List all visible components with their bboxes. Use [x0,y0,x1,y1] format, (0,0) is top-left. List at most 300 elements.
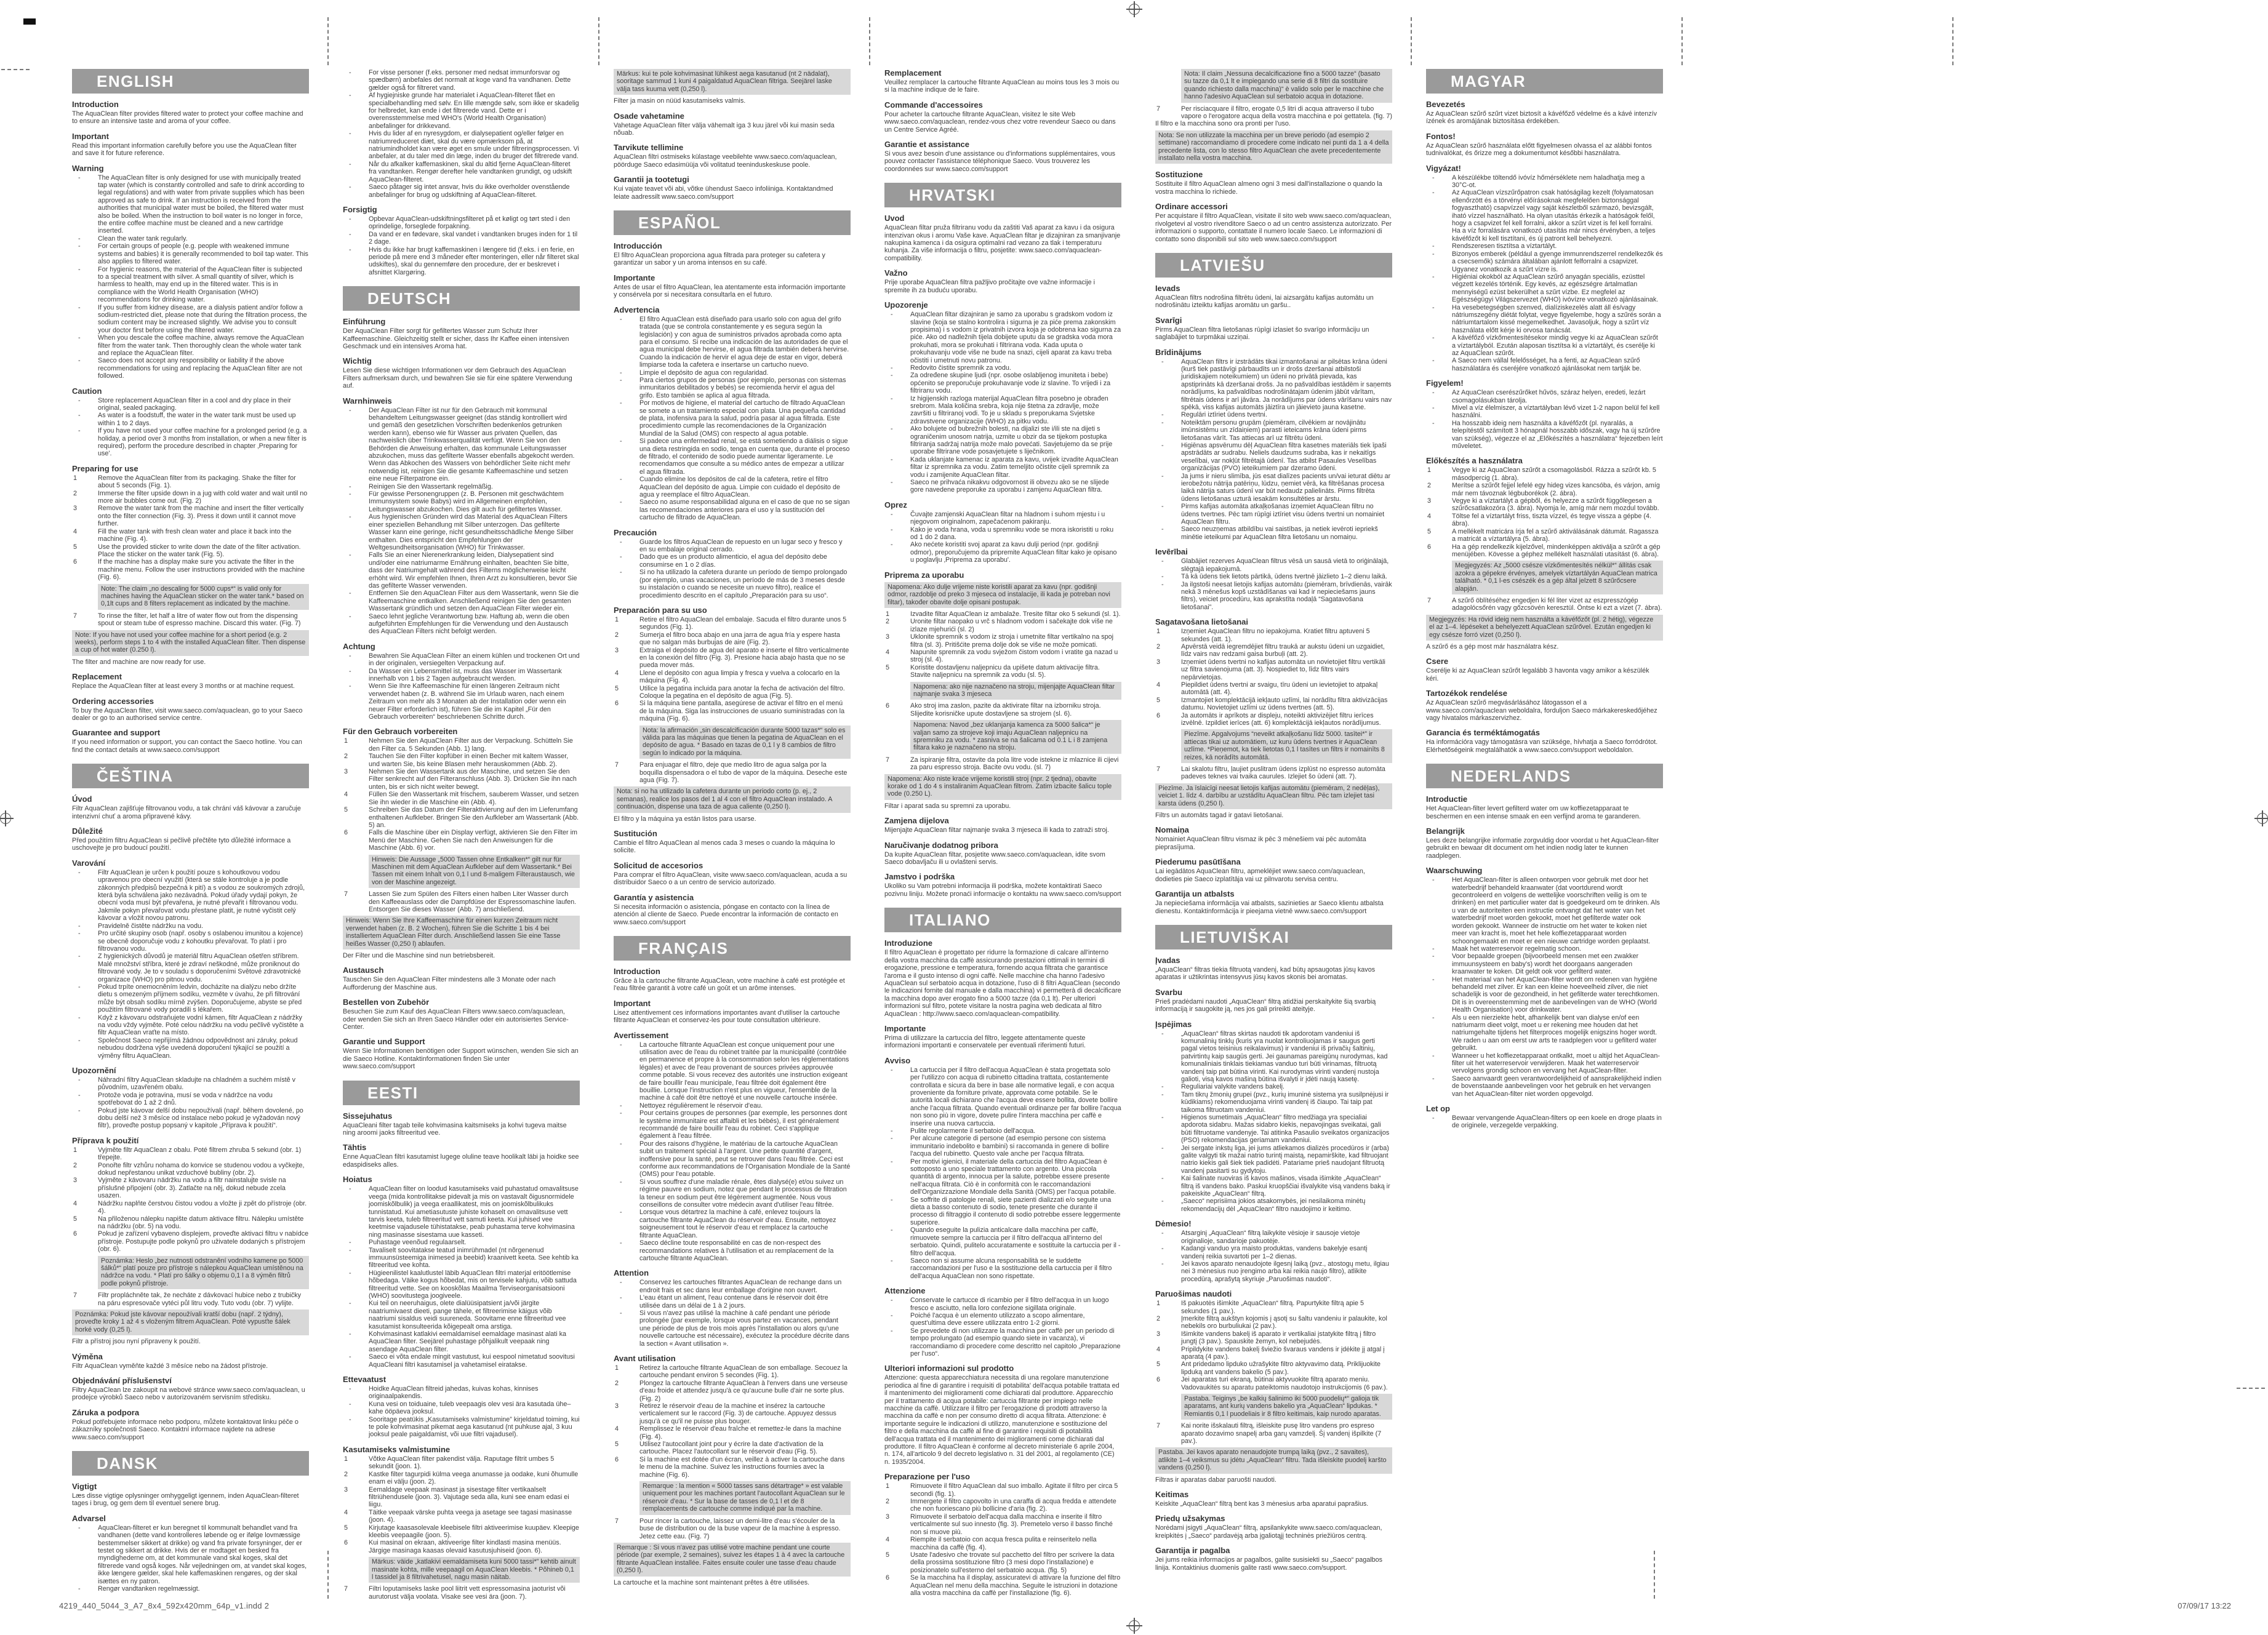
list-item: - Kuna vesi on toiduaine, tuleb veepaagis olev vesi ära kasutada ühe–kahe ööpäeva jooksul. [343,1401,580,1416]
step-item: 1 Rimuovete il filtro AquaClean dal suo imballo. Agitate il filtro per circa 5 secondi (fig. 1). [884,1482,1121,1498]
paragraph: Der AquaClean Filter sorgt für gefiltertes Wasser zum Schutz Ihrer Kaffeemaschine. Gleichzeitig stellt er sicher, dass Ihr Kaffee einen intensiven Geschmack und ein intensives Aroma hat. [343,327,569,350]
section-heading: Upozorenje [884,300,928,310]
section-heading: Introduzione [884,938,932,948]
list-item: - Náhradní filtry AquaClean skladujte na chladném a suchém místě v původním, uzavřeném obalu. [72,1076,309,1092]
section-heading: Importante [884,1023,926,1033]
section-heading: Important [72,131,109,141]
list-item: - Rengør vandtanken regelmæssigt. [72,1585,309,1593]
list-item: - Wenn Sie Ihre Kaffeemaschine für einen längeren Zeitraum nicht verwendet haben (z. B. während Sie im Urlaub waren, nach einem Zeitraum von mehr als 3 Monaten ab der Installation oder wenn ein neuer Filter erforderlich ist), führen Sie die im Kapitel „Für den Gebrauch vorbereiten“ beschriebenen Schritte durch. [343,682,580,721]
note-box: Remarque : Si vous n'avez pas utilisé votre machine pendant une courte période (par exemple, 2 semaines), suivez les étapes 1 à 4 avec la cartouche filtrante AquaClean installée. Faites ensuite couler une tasse d'eau chaude (0,250 l). [614,1543,851,1577]
paragraph: Wenn Sie Informationen benötigen oder Support wünschen, wenden Sie sich an die Saeco Hotline. Kontaktinformationen finden Sie unter www.saeco.com/support [343,1047,579,1071]
list-item: - Per motivi igienici, il materiale della cartuccia del filtro AquaClean è sottoposto a uno speciale trattamento con argento. Una piccola quantità di argento, innocua per la salute, potrebbe essere presente nell'acqua filtrata. Ciò è in conformità con le raccomandazioni dell'Organizzazione Mondiale della Sanità (OMS) per l'acqua potabile. [884,1158,1121,1196]
paragraph: Cambie el filtro AquaClean al menos cada 3 meses o cuando la máquina lo solicite. [614,839,835,855]
language-header-deutsch: DEUTSCH [343,286,580,311]
list-item: - Saeco ei võta endale mingit vastutust, kui eespool nimetatud soovitusi AquaCleani filtri kasutamisel ja vahetamisel eiratakse. [343,1353,580,1369]
list-item: - AquaClean filtar dizajniran je samo za uporabu s gradskom vodom iz slavine (koja se stalno kontrolira i sigurna je za piće prema zakonskim propisima) i s vodom iz privatnih izvora koja je odobrena kao sigurna za piće. Ako od nadležnih tijela dobijete uputu da se gradska voda mora prokuhati, mora se prokuhati i filtrirana voda. Kada uputa o prokuhavanju vode više ne bude na snazi, cijeli aparat za kavu treba očistiti i umetnuti novu patronu. [884,311,1121,364]
list-item: - El filtro AquaClean está diseñado para usarlo solo con agua del grifo tratada (que se controla constantemente y es segura según la legislación) y con agua de suministros privados aprobada como apta para el consumo. Si recibe una indicación de las autoridades de que el agua municipal debe hervirse, el agua filtrada también deberá hervirse. Cuando la indicación de hervir el agua deje de estar en vigor, deberá limpiarse toda la cafetera e insertarse un cartucho nuevo. [614,316,851,369]
paragraph: Ha információra vagy támogatásra van szüksége, hívhatja a Saeco forródrótot. Elérhetőségeink megtalálhatók a www.saeco.com/support weboldalon. [1426,738,1658,754]
section-heading: Important [614,998,651,1008]
step-item: 7 Kai norite išskalauti filtrą, išleiskite pusę litro vandens pro espreso aparato dozavimo snapelį arba garų vamzdelį. Šį vandenį išpilkite (7 pav.). [1155,1422,1392,1445]
section-heading: Preparing for use [72,463,138,473]
list-item: - Z hygienických důvodů je materiál filtru AquaClean ošetřen stříbrem. Malé množství stříbra, které je zdraví neškodné, může proniknout do filtrované vody. Je to v souladu s doporučeními Světové zdravotnické organizace (WHO) pro pitnou vodu. [72,953,309,983]
list-item: - Jei sergate inkstų liga, jei jums atliekamos dializės procedūros ir (arba) galite valgyti tik mažai natrio turintį maistą, nepamirškite, kad filtruojant natrio kiekis gali šiek tiek padidėti. Patariame prieš naudojant filtruotą vandenį pasitarti su gydytoju. [1155,1145,1392,1175]
section-heading: Ordering accessories [72,696,154,706]
list-item: - AquaClean filtrs ir izstrādāts tikai izmantošanai ar pilsētas krāna ūdeni (kurš tiek pastāvīgi pārbaudīts un ir drošs dzeršanai atbilstoši juridiskajiem noteikumiem) un ūdeni no privātā pievada, kas apstiprināts kā dzeršanai drošs. Ja no pašvaldības iestādēm ir saņemts norādījums, ka pašvaldības nodrošinātajam ūdenim jābūt vārītam, filtrētais ūdens ir arī jāvāra. Ja norādījums par ūdens vārīšanu vairs nav spēkā, viss kafijas automāts jāiztīra un jāievieto jauna kasetne. [1155,358,1392,412]
paragraph: Lees deze belangrijke informatie zorgvuldig door voordat u het AquaClean-filter gebruikt en bewaar dit document om het indien nodig later te kunnen raadplegen. [1426,837,1659,860]
paragraph: Az AquaClean szűrő használata előtt figyelmesen olvassa el az alábbi fontos tudnivalókat, és őrizze meg a dokumentumot későbbi használatra. [1426,142,1652,158]
paragraph: Filtar i aparat sada su spremni za uporabu. [884,802,1011,810]
step-item: 6 Si la máquina tiene pantalla, asegúrese de activar el filtro en el menú de la máquina. Siga las instrucciones de usuario suministradas con la máquina (Fig. 6). [614,700,851,722]
list-item: - Ha vesebetegségben szenved, dialíziskezelés alatt áll és/vagy nátriumszegény diétát folytat, vegye figyelembe, hogy a szűrés során a nátriumtartalom kissé megemelkedhet. Javasoljuk, hogy a szűrt víz használata előtt kérje ki orvosa tanácsát. [1426,304,1663,335]
list-item: - Ha hosszabb ideig nem használta a kávéfőzőt (pl. nyaralás, a telepítéstől számított 3 hónapnál hosszabb időszak, vagy ha új szűrőre van szükség), végezze el az „Előkészítés a használatra“ fejezetben leírt műveletet. [1426,420,1663,450]
step-item: 3 Retirez le réservoir d'eau de la machine et insérez la cartouche verticalement sur le raccord (Fig. 3) de cartouche. Appuyez dessus jusqu'à ce qu'il ne puisse plus bouger. [614,1402,851,1425]
paragraph: Filtr a přístroj jsou nyní připraveny k použití. [72,1338,201,1346]
list-item: - Tā kā ūdens tiek lietots pārtikā, ūdens tvertnē jāizlieto 1–2 dienu laikā. [1155,573,1392,580]
section-heading: Figyelem! [1426,378,1464,388]
section-heading: Fontos! [1426,131,1456,141]
paragraph: La cartouche et la machine sont maintenant prêtes à être utilisées. [614,1578,810,1586]
section-heading: Csere [1426,657,1449,666]
list-item: - For certain groups of people (e.g. people with weakened immune systems and babies) it is generally recommended to boil tap water. This also applies to filtered water. [72,242,309,265]
list-item: - Saeco påtager sig intet ansvar, hvis du ikke overholder ovenstående anbefalinger for brug og udskiftning af AquaClean-filteret. [343,183,580,199]
list-item: - Saeco does not accept any responsibility or liability if the above recommendations for using and replacing the AquaClean filter are not followed. [72,357,309,380]
step-item: 5 Na přiloženou nálepku napište datum aktivace filtru. Nálepku umístěte na nádržku (obr. 5) na vodu. [72,1215,309,1231]
list-item: - Per alcune categorie di persone (ad esempio persone con sistema immunitario indebolito e bambini) si raccomanda in genere di bollire l'acqua del rubinetto. Questo vale anche per l'acqua filtrata. [884,1135,1121,1157]
list-item: - Kai šalinate nuoviras iš kavos mašinos, visada išimkite „AquaClean“ filtrą iš vandens bako. Paskui kruopščiai išvalykite visą vandens baką ir pakeiskite „AquaClean“ filtrą. [1155,1175,1392,1197]
step-item: 4 Remplissez le réservoir d'eau fraîche et remettez-le dans la machine (Fig. 4). [614,1425,851,1441]
section-heading: Garantija ir pagalba [1155,1546,1230,1556]
list-item: - Por motivos de higiene, el material del cartucho de filtrado AquaClean se somete a un tratamiento especial con plata. Una pequeña cantidad de plata, inofensiva para la salud, podría pasar al agua filtrada. Este procedimiento cumple las recomendaciones de la Organización Mundial de la Salud (OMS) con respecto al agua potable. [614,399,851,438]
list-item: - Když z kávovaru odstraňujete vodní kámen, filtr AquaClean z nádržky na vodu vždy vyjměte. Poté celou nádržku na vodu pečlivě vyčistěte a filtr AquaClean vraťte na místo. [72,1014,309,1037]
list-item: - Ja ilgstoši neesat lietojis kafijas automātu (piemēram, brīvdienās, vairāk nekā 3 mēnešus kopš uzstādīšanas vai kad ir nepieciešams jauns filtrs), veiciet procedūru, kas aprakstīta nodaļā “Sagatavošana lietošanai”. [1155,581,1392,612]
step-item: 5 Schreiben Sie das Datum der Filteraktivierung auf den im Lieferumfang enthaltenen Aufkleber. Bringen Sie den Aufkleber am Wassertank (Abb. 5) an. [343,806,580,829]
list-item: - Saeco lehnt jegliche Verantwortung bzw. Haftung ab, wenn die oben aufgeführten Empfehlungen für die Verwendung und den Austausch des AquaClean Filters nicht befolgt werden. [343,613,580,636]
list-item: - Reguliariai valykite vandens bakelį. [1155,1083,1392,1090]
section-heading: Příprava k použití [72,1135,139,1145]
step-item: 3 Vyjměte z kávovaru nádržku na vodu a filtr nainstalujte svisle na příslušné připojení (obr. 3). Zatlačte na něj, dokud nebude zcela usazen. [72,1177,309,1199]
step-item: 7 A szűrő öblítéséhez engedjen ki fél liter vizet az eszpresszógép adagolócsőrén vagy gőzcsövén keresztül. Öntse ki ezt a vizet (7. ábra). [1426,597,1663,612]
section-heading: Introduction [72,100,119,109]
section-heading: Priedų užsakymas [1155,1514,1225,1524]
section-heading: Zamjena dijelova [884,816,949,826]
list-item: - Het materiaal van het AquaClean-filter wordt om redenen van hygiëne behandeld met zilver. Er kan een kleine hoeveelheid zilver, die niet schadelijk is voor de gezondheid, in het gefilterde water terechtkomen. Dit is in overeenstemming met de aanbevelingen van de WHO (World Health Organisation) voor drinkwater. [1426,976,1663,1014]
section-heading: Einführung [343,317,386,327]
step-item: 1 Iš pakuotės išimkite „AquaClean“ filtrą. Papurtykite filtrą apie 5 sekundes (1 pav.). [1155,1300,1392,1315]
section-heading: Tähtis [343,1143,367,1153]
list-item: - Pirms kafijas automāta atkaļķošanas izņemiet AquaClean filtru no ūdens tvertnes. Pēc tam rūpīgi iztīriet visu ūdens tvertni un nomainiet AquaClean filtru. [1155,503,1392,526]
paragraph: Ja nepieciešama informācija vai atbalsts, sazinieties ar Saeco klientu atbalsta dienestu. Kontaktinformācija ir pieejama vietnē www.saeco.com/support [1155,900,1384,915]
section-heading: Įspėjimas [1155,1019,1192,1029]
language-header-latviešu: LATVIEŠU [1155,253,1392,278]
list-item: - Saeco ne prihvaća nikakvu odgovornost ili obvezu ako se ne slijede gore navedene preporuke za uporabu i zamjenu AquaClean filtra. [884,479,1121,494]
paragraph: El filtro AquaClean proporciona agua filtrada para proteger su cafetera y garantizar un sabor y un aroma intensos en su café. [614,252,825,267]
list-item: - Af hygiejniske grunde har materialet i AquaClean-filteret fået en specialbehandling med sølv. En lille mængde sølv, som ikke er skadelig for helbredet, kan ende i det filtrerede vand. Dette er i overensstemmelse med WHO's (World Health Organisation) anbefalinger for drikkevand. [343,92,580,130]
list-item: - Bewahren Sie AquaClean Filter an einem kühlen und trockenen Ort und in der originalen, versiegelten Verpackung auf. [343,652,580,668]
list-item: - Reinigen Sie den Wassertank regelmäßig. [343,483,580,490]
section-heading: Let op [1426,1104,1450,1114]
note-box: Piezīme. Apgalvojums “neveikt atkaļķošanu līdz 5000. tasītei*” ir attiecas tikai uz automātiem, uz kuru ūdens tvertnes ir AquaClean uzlīme. *Pieņemot, ka tiek lietotas 0,1 l tasītes un filtrs ir nomainīts 8 reizes, kā norādīts automātā. [1181,729,1392,763]
section-heading: Dėmesio! [1155,1219,1192,1229]
language-header-magyar: MAGYAR [1426,69,1663,94]
section-heading: Priprema za uporabu [884,570,964,580]
section-heading: Vigyázat! [1426,163,1461,173]
section-heading: Introductie [1426,794,1468,804]
language-header-español: ESPAÑOL [614,210,851,235]
paragraph: Prije uporabe AquaClean filtra pažljivo pročitajte ove važne informacije i spremite ih za buduću uporabu. [884,279,1096,294]
step-item: 6 If the machine has a display make sure you activate the filter in the machine menu. Follow the user instructions provided with the machine (Fig. 6). [72,558,309,581]
paragraph: „AquaClean“ filtras tiekia filtruotą vandenį, kad būtų apsaugotas jūsų kavos aparatas ir užtikrintas intensyvus jūsų kavos skonis bei aromatas. [1155,965,1376,981]
list-item: - Cuando elimine los depósitos de cal de la cafetera, retire el filtro AquaClean del depósito de agua. Limpie con cuidado el depósito de agua y reemplace el filtro AquaClean. [614,476,851,498]
list-item: - Si padece una enfermedad renal, se está sometiendo a diálisis o sigue una dieta restringida en sodio, tenga en cuenta que, durante el proceso de filtrado, el contenido de sodio puede aumentar ligeramente. Le recomendamos que consulte a su médico antes de empezar a utilizar el agua filtrada. [614,438,851,476]
paragraph: The AquaClean filter provides filtered water to protect your coffee machine and to ensure an intensive taste and aroma of your coffee. [72,110,303,126]
language-header-italiano: ITALIANO [884,908,1121,932]
note-box: Napomena: Ako dulje vrijeme niste koristili aparat za kavu (npr. godišnji odmor, razdoblje od preko 3 mjeseca od instalacije, ili kada je potreban novi filtar), također obavite dolje opisani postupak. [884,582,1121,608]
section-heading: Warning [72,163,104,173]
list-item: - Falls Sie an einer Nierenerkrankung leiden, Dialysepatient sind und/oder eine natriumarme Ernährung einhalten, beachten Sie bitte, dass der Natriumgehalt während des Filterns möglicherweise leicht erhöht wird. Wir empfehlen Ihnen, Ihren Arzt zu konsultieren, bevor Sie das gefilterte Wasser verwenden. [343,551,580,590]
paragraph: Lai iegādātos AquaClean filtru, apmeklējiet www.saeco.com/aquaclean, dodieties pie Saeco izplatītāja vai uz pilnvarotu servisa centru. [1155,868,1365,883]
paragraph: Enne AquaClean filtri kasutamist lugege oluline teave hoolikalt läbi ja hoidke see edaspidiseks alles. [343,1153,579,1169]
step-item: 2 Įmerkite filtrą aukštyn kojomis į ąsotį su šaltu vandeniu ir palaukite, kol nebekils oro burbuliukai (2 pav.). [1155,1315,1392,1330]
section-heading: Varování [72,858,106,868]
step-item: 5 Use the provided sticker to write down the date of the filter activation. Place the sticker on the water tank (Fig. 5). [72,543,309,559]
step-item: 6 Falls die Maschine über ein Display verfügt, aktivieren Sie den Filter im Menü der Maschine. Gehen Sie nach den Anweisungen für die Maschine (Abb. 6) vor. [343,829,580,852]
note-box: Napomena: ako nije naznačeno na stroju, mijenjajte AquaClean filtar najmanje svaka 3 mjeseca [910,682,1121,700]
paragraph: Filtr AquaClean vyměňte každé 3 měsíce nebo na žádost přístroje. [72,1362,268,1370]
list-item: - Poiché l'acqua è un elemento utilizzato a scopo alimentare, quest'ultima deve essere utilizzata entro 1-2 giorni. [884,1312,1121,1327]
section-heading: Brīdinājums [1155,347,1202,357]
list-item: - Tam tikrų žmonių grupei (pvz., kurių imuninė sistema yra susilpnėjusi ir kūdikiams) rekomenduojama virinti vandenį iš čiaupo. Tai taip pat taikoma filtruotam vandeniui. [1155,1091,1392,1114]
list-item: - Da vand er en fødevare, skal vandet i vandtanken bruges inden for 1 til 2 dage. [343,231,580,246]
section-heading: Důležité [72,826,103,836]
step-item: 6 Si la machine est dotée d'un écran, veillez à activer la cartouche dans le menu de la machine. Suivez les instructions fournies avec la machine (Fig. 6). [614,1456,851,1479]
paragraph: Antes de usar el filtro AquaClean, lea atentamente esta información importante y consérvela por si necesitara consultarla en el futuro. [614,283,846,299]
section-heading: Osade vahetamine [614,111,684,121]
section-heading: Svarīgi [1155,315,1182,325]
list-item: - Pour certains groupes de personnes (par exemple, les personnes dont le système immunitaire est affaibli et les bébés), il est généralement recommandé de faire bouillir l'eau du robinet. Ceci s'applique également à l'eau filtrée. [614,1109,851,1140]
paragraph: AquaClean filtar pruža filtriranu vodu da zaštiti Vaš aparat za kavu i da osigura intenzivan okus i aromu Vaše kave. AquaClean filtar je dizajniran za smanjivanje nakupina kamenca i da osigura optimalni rad vezano za tlak i temperaturu kuhanja. Za više informacija o filtru, posjetite: www.saeco.com/aquaclean-compatibility. [884,224,1121,262]
section-heading: Bevezetés [1426,100,1465,109]
list-item: - Noteiktām personu grupām (piemēram, cilvēkiem ar novājinātu imūnsistēmu un zīdaiņiem) parasti ieteicams krāna ūdeni pirms lietošanas vārīt. Tas attiecas arī uz filtrētu ūdeni. [1155,419,1392,442]
step-item: 6 Kui masinal on ekraan, aktiveerige filter kindlasti masina menüüs. Järgige masinaga kaasas olevaid kasutusjuhiseid (joon. 6). [343,1539,580,1554]
list-item: - Para ciertos grupos de personas (por ejemplo, personas con sistemas inmunitarios debilitados y bebés) se recomienda hervir el agua del grifo. Esto también se aplica al agua filtrada. [614,377,851,399]
list-item: - Nettoyez régulièrement le réservoir d'eau. [614,1102,851,1109]
list-item: - Hvis du ikke har brugt kaffemaskinen i længere tid (f.eks. i en ferie, en periode på mere end 3 måneder efter monteringen, eller når filteret skal udskiftes), skal du gennemføre den procedure, der er beskrevet i afsnittet Klargøring. [343,246,580,277]
step-item: 6 Se la macchina ha il display, assicuratevi di attivare la funzione del filtro AquaClean nel menu della macchina. Seguite le istruzioni in dotazione alla vostra macchina da caffè per l'installazione (fig. 6). [884,1574,1121,1597]
paragraph: Da kupite AquaClean filtar, posjetite www.saeco.com/aquaclean, idite svom Saeco dobavljaču ili u ovlašteni servis. [884,850,1105,866]
section-heading: Uvod [884,214,905,223]
section-heading: Advertencia [614,305,660,314]
paragraph: Cserélje ki az AquaClean szűrőt legalább 3 havonta vagy amikor a készülék kéri. [1426,667,1649,682]
section-heading: Sagatavošana lietošanai [1155,617,1249,627]
step-item: 1 Izņemiet AquaClean filtru no iepakojuma. Kratiet filtru aptuveni 5 sekundes (att. 1). [1155,628,1392,643]
list-item: - Når du afkalker kaffemaskinen, skal du altid fjerne AquaClean-filteret fra vandtanken. Rengør derefter hele vandtanken grundigt, og udskift AquaClean-filteret. [343,161,580,183]
step-item: 2 Plongez la cartouche filtrante AquaClean à l'envers dans une verseuse d'eau froide et attendez jusqu'à ce qu'aucune bulle d'air ne sorte plus. (Fig. 2) [614,1380,851,1402]
step-item: 7 Pour rincer la cartouche, laissez un demi-litre d'eau s'écouler de la buse de distribution ou de la buse vapeur de la machine à espresso. Jetez cette eau. (Fig. 7) [614,1517,851,1540]
section-heading: Avant utilisation [614,1353,676,1363]
section-heading: Attenzione [884,1286,926,1296]
section-heading: Ievads [1155,283,1180,293]
paragraph: Norėdami įsigyti „AquaClean“ filtrą, apsilankykite www.saeco.com/aquaclean, kreipkitės į „Saeco“ pardavėją arba įgaliotąjį techninės priežiūros centrą. [1155,1524,1382,1540]
step-item: 3 Nehmen Sie den Wassertank aus der Maschine, und setzen Sie den Filter senkrecht auf den Filteranschluss (Abb. 3). Drücken Sie ihn nach unten, bis er sich nicht weiter bewegt. [343,768,580,791]
step-item: 4 Piepildiet ūdens tvertni ar svaigu, tīru ūdeni un ievietojiet to atpakaļ automātā (att. 4). [1155,681,1392,697]
list-item: - For visse personer (f.eks. personer med nedsat immunforsvar og spædbørn) anbefales det normalt at koge vand fra vandhanen. Dette gælder også for filtreret vand. [343,69,580,92]
paragraph: Il filtro e la macchina sono ora pronti per l'uso. [1155,120,1291,128]
list-item: - Da Wasser ein Lebensmittel ist, muss das Wasser im Wassertank innerhalb von 1 bis 2 Tagen aufgebraucht werden. [343,668,580,683]
list-item: - Higiēnas apsvērumu dēļ AquaClean filtra kasetnes materiāls tiek īpaši apstrādāts ar sudrabu. Neliels daudzums sudraba, kas ir nekaitīgs veselībai, var nokļūt filtrētajā ūdenī. Tas atbilst Pasaules Veselības organizācijas (PVO) ieteikumiem par dzeramo ūdeni. [1155,442,1392,473]
step-item: 2 Apvērstā veidā iegremdējiet filtru traukā ar aukstu ūdeni un uzgaidiet, līdz vairs nav redzami gaisa burbuļi (att. 2). [1155,643,1392,658]
section-heading: Vigtigt [72,1482,97,1492]
section-heading: Ordinare accessori [1155,202,1228,212]
list-item: - Si vous souffrez d'une maladie rénale, êtes dialysé(e) et/ou suivez un régime pauvre en sodium, notez que pendant le processus de filtration la teneur en sodium peut être légèrement augmentée. Nous vous conseillons de consulter votre médecin avant d'utiliser l'eau filtrée. [614,1178,851,1209]
list-item: - Saeco décline toute responsabilité en cas de non-respect des recommandations relatives à l'utilisation et au remplacement de la cartouche filtrante AquaClean. [614,1239,851,1262]
section-heading: Svarbu [1155,987,1183,997]
section-heading: Kasutamiseks valmistumine [343,1444,451,1454]
section-heading: Warnhinweis [343,396,392,406]
step-item: 7 Per risciacquare il filtro, erogate 0,5 litri di acqua attraverso il tubo vapore o l'erogatore acqua della vostra macchina e poi gettatela. (fig. 7) [1155,105,1392,121]
section-heading: Ievērībai [1155,547,1188,557]
list-item: - „Saeco“ neprisiima jokios atsakomybės, jei nesilaikoma minėtų rekomendacijų dėl „AquaClean“ filtro naudojimo ir keitimo. [1155,1197,1392,1213]
list-item: - Pro určité skupiny osob (např. osoby s oslabenou imunitou a kojence) se obecně doporučuje vodu z kohoutku převařovat. To platí i pro filtrovanou vodu. [72,930,309,953]
step-item: 6 Ako stroj ima zaslon, pazite da aktivirate filtar na izborniku stroja. Slijedite korisničke upute dostavljene sa strojem (sl. 6). [884,702,1121,718]
list-item: - Higienos sumetimais „AquaClean“ filtro medžiaga yra specialiai apdorota sidabru. Mažas sidabro kiekis, nepavojingas sveikatai, gali būti filtruotame vandenyje. Tai atitinka Pasaulio sveikatos organizacijos (PSO) rekomendacijas geriamam vandeniui. [1155,1114,1392,1145]
section-heading: Commande d'accessoires [884,100,983,110]
list-item: - L'eau étant un aliment, l'eau contenue dans le réservoir doit être utilisée dans un délai de 1 à 2 jours. [614,1294,851,1309]
registration-mark-left-icon [0,810,14,826]
step-item: 2 Merítse a szűrőt fejjel lefelé egy hideg vizes kancsóba, és várjon, amíg már nem távoznak légbuborékok (2. ábra). [1426,482,1663,497]
list-item: - Higiéniai okokból az AquaClean szűrő anyagán speciális, ezüsttel végzett kezelés történik. Egy kevés, az egészségre ártalmatlan mennyiségű ezüst bekerülhet a szűrt vízbe. Ez megfelel az Egészségügyi Világszervezet (WHO) ivóvízre vonatkozó ajánlásainak. [1426,273,1663,304]
section-heading: Austausch [343,965,384,975]
list-item: - Opbevar AquaClean-udskiftningsfilteret på et køligt og tørt sted i den oprindelige, forseglede forpakning. [343,215,580,231]
print-density-tick [23,18,36,25]
fold-mark-left [1,69,30,70]
section-heading: Wichtig [343,356,372,366]
language-header-lietuviškai: LIETUVIŠKAI [1155,925,1392,949]
list-item: - If you have not used your coffee machine for a prolonged period (e.g. a holiday, a period over 3 months from installation, or when a new filter is required), perform the procedure described in chapter ‚Preparing for use'. [72,427,309,458]
section-heading: Waarschuwing [1426,866,1483,876]
paragraph: Para comprar el filtro AquaClean, visite www.saeco.com/aquaclean, acuda a su distribuidor Saeco o a un centro de servicio autorizado. [614,871,847,887]
section-heading: Advarsel [72,1513,106,1523]
list-item: - Als u een nierziekte hebt, afhankelijk bent van dialyse en/of een natriumarm dieet volgt, moet u er rekening mee houden dat het natriumgehalte tijdens het filterproces mogelijk enigszins hoger wordt. We raden u aan om eerst uw arts te raadplegen voor u gefilterd water gebruikt. [1426,1014,1663,1052]
section-heading: Precaución [614,527,657,537]
list-item: - Si vous n'avez pas utilisé la machine à café pendant une période prolongée (par exemple, lorsque vous partez en vacances, pendant une période de plus de trois mois après l'installation ou alors qu'une nouvelle cartouche est nécessaire), exécutez la procédure décrite dans la section « Avant utilisation ». [614,1309,851,1348]
section-heading: Előkészítés a használatra [1426,456,1523,466]
step-item: 3 Rimuovete il serbatoio dell'acqua dalla macchina e inserite il filtro verticalmente sul suo innesto (fig. 3). Premetelo verso il basso finché non si muove più. [884,1513,1121,1536]
list-item: - Společnost Saeco nepřijímá žádnou odpovědnost ani záruky, pokud nebudou dodržena výše uvedená doporučení týkající se použití a výměny filtru AquaClean. [72,1037,309,1060]
note-box: Poznámka: Pokud jste kávovar nepoužívali kratší dobu (např. 2 týdny), proveďte kroky 1 až 4 s vloženým filtrem AquaClean. Poté vypusťte šálek horké vody (0,25 l). [72,1309,309,1335]
language-header-čeština: ČEŠTINA [72,764,309,788]
step-item: 3 Izņemiet ūdens tvertni no kafijas automāta un novietojiet filtru vertikāli uz filtra savienojuma (att. 3). Nospiediet to, līdz filtrs vairs nepārvietojas. [1155,658,1392,681]
note-box: Nota: la afirmación „sin descalcificación durante 5000 tazas*“ solo es válida para las máquinas que tienen la pegatina de AquaClean en el depósito de agua. * Basado en tazas de 0,1 l y 8 cambios de filtro según lo indicado por la máquina. [639,726,851,759]
section-heading: Įvadas [1155,955,1180,965]
step-item: 6 Ja automāts ir aprīkots ar displeju, noteikti aktivizējiet filtru ierīces izvēlnē. Izpildiet ierīces (att. 6) komplektācijā iekļautos norādījumus. [1155,712,1392,727]
list-item: - As water is a foodstuff, the water in the water tank must be used up within 1 to 2 days. [72,412,309,427]
list-item: - La cartuccia per il filtro dell'acqua AquaClean è stata progettata solo per l'utilizzo con acqua di rubinetto cittadina trattata, costantemente controllata e sicura da bere in base alle normative legali, e con acqua proveniente da forniture private, approvata come potabile. Se le autorità locali dichiarano che l'acqua deve essere bollita, dovete bollire anche l'acqua filtrata. Quando eventuali ordinanze per far bollire l'acqua non sono più in vigore, dovete pulire l'intera macchina per caffè e inserire una nuova cartuccia. [884,1066,1121,1127]
note-box: Märkus: väide „katlakivi eemaldamiseta kuni 5000 tassi*” kehtib ainult masinate kohta, mille veepaagil on AquaClean kleebis. * Põhineb 0,1 l tassidel ja 8 filtrivahetusel, nagu masin näitab. [369,1557,580,1583]
section-heading: Nomaiņa [1155,825,1189,835]
step-item: 1 Vegye ki az AquaClean szűrőt a csomagolásból. Rázza a szűrőt kb. 5 másodpercig (1. ábra). [1426,466,1663,482]
section-heading: Introduction [614,966,660,976]
language-header-eesti: EESTI [343,1081,580,1105]
registration-mark-top-icon [1126,1,1142,17]
section-heading: Avviso [884,1055,911,1065]
step-item: 3 Vegye ki a víztartályt a gépből, és helyezze a szűrőt függőlegesen a szűrőcsatlakozóra (3. ábra). Nyomja le, amíg már nem mozdul tovább. [1426,497,1663,513]
list-item: - Hvis du lider af en nyresygdom, er dialysepatient og/eller følger en natriumreduceret diæt, skal du være opmærksom på, at natriumindholdet kan være øget en smule under filtreringsprocessen. Vi anbefaler, at du taler med din læge, inden du bruger det filtrerede vand. [343,130,580,161]
paragraph: Pirms AquaClean filtra lietošanas rūpīgi izlasiet šo svarīgo informāciju un saglabājiet to turpmākai uzziņai. [1155,326,1369,342]
paragraph: Si necesita información o asistencia, póngase en contacto con la línea de atención al cliente de Saeco. Puede encontrar la información de contacto en www.saeco.com/support [614,903,838,926]
list-item: - Lorsque vous détartrez la machine à café, enlevez toujours la cartouche filtrante AquaClean du réservoir d'eau. Ensuite, nettoyez soigneusement tout le réservoir d'eau et remplacez la cartouche filtrante AquaClean. [614,1209,851,1239]
step-item: 4 Riempite il serbatoio con acqua fresca pulita e reinseritelo nella macchina da caffè (fig. 4). [884,1536,1121,1551]
section-heading: Attention [614,1268,649,1278]
list-item: - Wanneer u het koffiezetapparaat ontkalkt, moet u altijd het AquaClean-filter uit het waterreservoir verwijderen. Maak het waterreservoir vervolgens grondig schoon en vervang het AquaClean-filter. [1426,1052,1663,1075]
section-heading: Für den Gebrauch vorbereiten [343,727,458,737]
list-item: - Mivel a víz élelmiszer, a víztartályban lévő vizet 1-2 napon belül fel kell használni. [1426,404,1663,420]
list-item: - Conservez les cartouches filtrantes AquaClean de rechange dans un endroit frais et sec dans leur emballage d'origine non ouvert. [614,1279,851,1294]
step-item: 6 Ha a gép rendelkezik kijelzővel, mindenképpen aktiválja a szűrőt a gép menüjében. Kövesse a géphez mellékelt használati utasítást (6. ábra). [1426,543,1663,559]
language-header-dansk: DANSK [72,1451,309,1476]
section-heading: Upozornění [72,1066,116,1075]
paragraph: Lisez attentivement ces informations importantes avant d'utiliser la cartouche filtrante AquaClean et conservez-les pour toute consultation ultérieure. [614,1009,840,1025]
step-item: 2 Sumerja el filtro boca abajo en una jarra de agua fría y espere hasta que no salgan más burbujas de aire (Fig. 2). [614,631,851,647]
list-item: - Čuvajte zamjenski AquaClean filtar na hladnom i suhom mjestu i u njegovom originalnom, zapečaćenom pakiranju. [884,511,1121,526]
list-item: - A kávéfőző vízkőmentesítésekor mindig vegye ki az AquaClean szűrőt a víztartályból. Ezután alaposan tisztítsa ki a víztartályt, és cserélje ki az AquaClean szűrőt. [1426,334,1663,357]
note-box: Napomena: Ako niste kraće vrijeme koristili stroj (npr. 2 tjedna), obavite korake od 1 do 4 s instaliranim AquaClean filtrom. Zatim izbacite šalicu tople vode (0.250 L). [884,774,1121,800]
step-item: 6 Pokud je zařízení vybaveno displejem, proveďte aktivaci filtru v nabídce přístroje. Postupujte podle pokynů pro uživatele dodaných s přístrojem (obr. 6). [72,1230,309,1253]
step-item: 5 Koristite dostavljenu naljepnicu da upišete datum aktivacije filtra. Stavite naljepnicu na spremnik za vodu (sl. 5). [884,664,1121,679]
list-item: - Clean the water tank regularly. [72,235,309,242]
list-item: - Si no ha utilizado la cafetera durante un período de tiempo prolongado (por ejemplo, unas vacaciones, un período de más de 3 meses desde su instalación o cuando se necesite un nuevo filtro), realice el procedimiento descrito en el capítulo „Preparación para su uso“. [614,569,851,599]
section-heading: Avertissement [614,1030,669,1040]
step-item: 7 Za ispiranje filtra, ostavite da pola litre vode istekne iz mlaznice ili cijevi za paru espresso stroja. Bacite ovu vodu. (sl. 7) [884,756,1121,772]
step-item: 4 Llene el depósito con agua limpia y fresca y vuelva a colocarlo en la máquina (Fig. 4). [614,670,851,685]
step-item: 4 Füllen Sie den Wassertank mit frischem, sauberem Wasser, und setzen Sie ihn wieder in die Maschine ein (Abb. 4). [343,791,580,806]
section-heading: Tartozékok rendelése [1426,689,1507,698]
section-heading: Tarvikute tellimine [614,143,684,153]
step-item: 4 Täitke veepaak värske puhta veega ja asetage see tagasi masinasse (joon. 4). [343,1509,580,1524]
step-item: 5 Utilisez l'autocollant joint pour y écrire la date d'activation de la cartouche. Placez l'autocollant sur le réservoir d'eau (Fig. 5). [614,1441,851,1456]
section-heading: Ettevaatust [343,1375,387,1385]
print-timestamp: 07/09/17 13:22 [2178,1601,2231,1610]
list-item: - Der AquaClean Filter ist nur für den Gebrauch mit kommunal behandeltem Leitungswasser geeignet (das ständig kontrolliert wird und gemäß den gesetzlichen Vorschriften bedenkenlos getrunken werden kann), ebenso wie für Wasser aus privaten Quellen, das nachweislich über Trinkwasserqualität verfügt. Wenn Sie von den Behörden die Anweisung erhalten, das kommunale Leitungswasser abzukochen, muss das gefilterte Wasser ebenfalls abgekocht werden. Wenn das Abkochen des Wassers von behördlicher Seite nicht mehr notwendig ist, reinigen Sie die gesamte Kaffeemaschine und setzen eine neue Filterpatrone ein. [343,407,580,483]
list-item: - Az AquaClean cserészűrőket hűvös, száraz helyen, eredeti, lezárt csomagolásukban tárolja. [1426,389,1663,404]
list-item: - If you suffer from kidney disease, are a dialysis patient and/or follow a sodium-restricted diet, please note that during the filtration process, the sodium content may be increased slightly. We advise you to consult your doctor first before using the filtered water. [72,304,309,335]
list-item: - Guarde los filtros AquaClean de repuesto en un lugar seco y fresco y en su embalaje original cerrado. [614,538,851,554]
note-box: Hinweis: Die Aussage „5000 Tassen ohne Entkalken*“ gilt nur für Maschinen mit dem AquaClean Aufkleber auf dem Wassertank.* Bei Tassen mit einem Inhalt von 0,1 l und 8-maligem Filteraustausch, wie von der Maschine angezeigt. [369,855,580,889]
registration-mark-right-icon [2254,810,2268,826]
note-box: Note: If you have not used your coffee machine for a short period (e.g. 2 weeks), perform steps 1 to 4 with the installed AquaClean filter. Then dispense a cup of hot water (0.250 l). [72,630,309,656]
note-box: Märkus: kui te pole kohvimasinat lühikest aega kasutanud (nt 2 nädalat), sooritage sammud 1 kuni 4 paigaldatud AquaClean filtriga. Seejärel laske välja tass kuuma vett (0,250 l). [614,69,851,95]
list-item: - The AquaClean filter is only designed for use with municipally treated tap water (which is constantly controlled and safe to drink according to legal regulations) and with water from private supplies which has been approved as safe to drink. If an instruction is received from the authorities that municipal water must be boiled, the filtered water must also be boiled. When the instruction to boil water is no longer in force, the entire coffee machine must be cleaned and a new cartridge inserted. [72,174,309,235]
list-item: - When you descale the coffee machine, always remove the AquaClean filter from the water tank. Then thoroughly clean the whole water tank and replace the AquaClean filter. [72,334,309,357]
section-heading: Hoiatus [343,1175,372,1185]
paragraph: Read this important information carefully before you use the AquaClean filter and save it for future reference. [72,142,297,158]
paragraph: Tauschen Sie den AquaClean Filter mindestens alle 3 Monate oder nach Aufforderung der Maschine aus. [343,976,556,991]
step-item: 1 Retirez la cartouche filtrante AquaClean de son emballage. Secouez la cartouche pendant environ 5 secondes (Fig. 1). [614,1364,851,1380]
list-item: - Bizonyos emberek (például a gyenge immunrendszerrel rendelkezők és a csecsemők) számára általában ajánlott felforralni a csapvizet. Ugyanez vonatkozik a szűrt vízre is. [1426,250,1663,273]
step-item: 2 Tauchen Sie den Filter kopfüber in einen Becher mit kaltem Wasser, und warten Sie, bis keine Blasen mehr herauskommen (Abb. 2). [343,753,580,768]
paragraph: Keiskite „AquaClean“ filtrą bent kas 3 mėnesius arba aparatui paprašius. [1155,1500,1369,1508]
paragraph: Filter ja masin on nüüd kasutamiseks valmis. [614,97,746,105]
section-heading: Guarantee and support [72,728,161,738]
section-heading: Keitimas [1155,1490,1189,1500]
leaflet-columns [72,69,2205,1605]
paragraph: Prieš pradėdami naudoti „AquaClean“ filtrą atidžiai perskaitykite šią svarbią informaciją ir saugokite ją, nes jos gali prireikti ateityje. [1155,997,1376,1013]
paragraph: Lesen Sie diese wichtigen Informationen vor dem Gebrauch des AquaClean Filters aufmerksam durch, und bewahren Sie sie für eine spätere Verwendung auf. [343,367,572,390]
step-item: 2 Kastke filter tagurpidi külma veega anumasse ja oodake, kuni õhumulle enam ei välju (joon. 2). [343,1471,580,1486]
step-item: 2 Ponořte filtr vzhůru nohama do konvice se studenou vodou a vyčkejte, dokud nepřestanou unikat vzduchové bubliny (obr. 2). [72,1162,309,1177]
list-item: - Entfernen Sie den AquaClean Filter aus dem Wassertank, wenn Sie die Kaffeemaschine entkalken. Anschließend reinigen Sie den gesamten Wassertank gründlich und setzen den AquaClean Filter wieder ein. [343,590,580,612]
language-header-français: FRANÇAIS [614,936,851,961]
list-item: - Az AquaClean vízszűrőpatron csak hatóságilag kezelt (folyamatosan ellenőrzött és a törvényi előírásoknak megfelelően biztonsággal fogyasztható) csapvízzel vagy saját készletből származó, bevizsgált, iható vízzel használható. Ha olyan utasítás érkezik a hatóságok felől, hogy a csapvizet fel kell forralni, akkor a szűrt vizet is fel kell forralni. Ha a víz forralására vonatkozó utasítás már nincs érvényben, a teljes kávéfőzőt ki kell tisztítani, és új patront kell behelyezni. [1426,189,1663,242]
step-item: 2 Uronite filtar naopako u vrč s hladnom vodom i sačekajte dok više ne izlaze mjehurići (sl. 2) [884,618,1121,633]
paragraph: If you need information or support, you can contact the Saeco hotline. You can find the contact details at www.saeco.com/support [72,738,302,754]
section-heading: Garantie und Support [343,1037,425,1047]
step-item: 1 Remove the AquaClean filter from its packaging. Shake the filter for about 5 seconds (Fig. 1). [72,474,309,490]
note-box: Napomena: Navod „bez uklanjanja kamenca za 5000 šalica*“ je valjan samo za strojeve koji imaju AquaClean naljepnicu na spremniku za vodu. * zasniva se na šalicama od 0.1 L i 8 zamjena filtara kako je naznačeno na stroju. [910,720,1121,754]
step-item: 4 Fill the water tank with fresh clean water and place it back into the machine (Fig. 4). [72,528,309,543]
note-box: Piezīme. Ja īslaicīgi neesat lietojis kafijas automātu (piemēram, 2 nedēļas), veiciet 1. līdz 4. darbību ar uzstādītu AquaClean filtru. Pēc tam izlejiet tasi karsta ūdens (0,250 l). [1155,783,1392,809]
list-item: - Maak het waterreservoir regelmatig schoon. [1426,945,1663,953]
step-item: 1 Võtke AquaClean filter pakendist välja. Raputage filtrit umbes 5 sekundit (joon. 1). [343,1455,580,1471]
section-heading: Importante [614,273,655,282]
list-item: - A készülékbe töltendő ivóvíz hőmérséklete nem haladhatja meg a 30°C-ot. [1426,174,1663,190]
list-item: - Sooritage peatükis „Kasutamiseks valmistumine” kirjeldatud toiming, kui te pole kohvimasinat pikemat aega kasutanud (nt puhkuse ajal, 3 kuu jooksul peale paigaldamist, või uue filtri vajadusel). [343,1416,580,1439]
step-item: 7 Filtri loputamiseks laske pool liitrit vett espressomasina jaoturist või aurutorust välja voolata. Visake see vesi ära (joon. 7). [343,1585,580,1601]
list-item: - Pokud trpíte onemocněním ledvin, docházíte na dialýzu nebo držíte dietu s omezeným příjmem sodíku, vezměte v úvahu, že při filtrování může být obsah sodíku mírně zvýšen. Doporučujeme, abyste se před použitím filtrované vody poradili s lékařem. [72,983,309,1014]
note-box: Nota: si no ha utilizado la cafetera durante un periodo corto (p. ej., 2 semanas), realice los pasos del 1 al 4 con el filtro AquaClean instalado. A continuación, dispense una taza de agua caliente (0,250 l). [614,786,851,812]
note-box: Pastaba. Jei kavos aparato nenaudojote trumpą laiką (pvz., 2 savaites), atlikite 1–4 veiksmus su įdėtu „AquaClean“ filtru. Tada išleiskite puodelį karšto vandens (0,250 l). [1155,1447,1392,1473]
list-item: - Se soffrite di patologie renali, siete pazienti dializzati e/o seguite una dieta a basso contenuto di sodio, tenete presente che durante il processo di filtraggio il contenuto di sodio potrebbe essere leggermente superiore. [884,1196,1121,1227]
list-item: - Jei kavos aparato nenaudojote ilgesnį laiką (pvz., atostogų metu, ilgiau nei 3 mėnesius nuo įrengimo arba kai reikia naujo filtro), atlikite procedūrą, aprašytą skyriuje „Paruošimas naudoti“. [1155,1260,1392,1283]
list-item: - Für gewisse Personengruppen (z. B. Personen mit geschwächtem Immunsystem sowie Babys) wird im Allgemeinen empfohlen, Leitungswasser abzukochen. Dies gilt auch für gefiltertes Wasser. [343,490,580,513]
paragraph: Per acquistare il filtro AquaClean, visitate il sito web www.saeco.com/aquaclean, rivolgetevi al vostro rivenditore Saeco o ad un centro assistenza autorizzato. Per informazioni o supporto, contattate il numero locale Saeco. Le informazioni di contatto sono disponibili sul sito web www.saeco.com/support [1155,212,1392,243]
section-heading: Garancia és terméktámogatás [1426,728,1540,738]
section-heading: Oprez [884,500,907,510]
paragraph: A szűrő és a gép most már használatra kész. [1426,642,1559,650]
paragraph: Ukoliko su Vam potrebni informacija ili podrška, možete kontaktirati Saeco pozivnu liniju. Možete pronaći informacije o kontaktu na www.saeco.com/support [884,882,1121,898]
language-header-nederlands: NEDERLANDS [1426,764,1663,788]
paragraph: AquaClean filtri ostmiseks külastage veebilehte www.saeco.com/aquaclean, pöörduge Saeco edasimüüja või volitatud teeninduskeskuse poole. [614,153,837,169]
section-heading: Sissejuhatus [343,1111,393,1121]
list-item: - Puhastage veenõud regulaarselt. [343,1239,580,1246]
section-heading: Preparación para su uso [614,605,707,615]
section-heading: Introducción [614,241,662,251]
paragraph: Prima di utilizzare la cartuccia del filtro, leggete attentamente queste informazioni importanti e conservatele per eventuali riferimenti futuri. [884,1034,1086,1050]
section-heading: Garantii ja tootetugi [614,175,689,185]
note-box: Poznámka: Heslo „bez nutnosti odstranění vodního kamene po 5000 šálků*“ platí pouze pro přístroje s nálepkou AquaClean umístěnou na nádržce na vodu. * Platí pro šálky o objemu 0,1 l a 8 výměn filtrů podle pokynů přístroje. [98,1256,309,1290]
list-item: - Tavaliselt soovitatakse teatud inimrühmadel (nt nõrgenenud immuunsüsteemiga inimesed ja beebid) kraanivett keeta. See kehtib ka filtreeritud vee kohta. [343,1247,580,1269]
list-item: - Bewaar vervangende AquaClean-filters op een koele en droge plaats in de originele, verzegelde verpakking. [1426,1114,1663,1130]
registration-mark-bottom-icon [1126,1618,1142,1634]
note-box: Nota: Il claim „Nessuna decalcificazione fino a 5000 tazze“ (basato su tazze da 0,1 lt e impiegando una serie di 8 filtri da sostituire quando richiesto dalla macchina)“ è valido solo per le macchine che hanno l'adesivo AquaClean sul serbatoio acqua in dotazione. [1181,69,1392,103]
step-item: 1 Nehmen Sie den AquaClean Filter aus der Verpackung. Schütteln Sie den Filter ca. 5 Sekunden (Abb. 1) lang. [343,737,580,753]
section-heading: Sostituzione [1155,170,1203,180]
paragraph: Grâce à la cartouche filtrante AquaClean, votre machine à café est protégée et l'eau filtrée garantit à votre café un goût et un arôme intenses. [614,977,845,993]
list-item: - Dado que es un producto alimenticio, el agua del depósito debe consumirse en 1 o 2 días. [614,553,851,569]
list-item: - Ako nećete koristiti svoj aparat za kavu dulji period (npr. godišnji odmor), preporučujemo da pripremite AquaClean filtar kako je opisano u poglavlju ‚Priprema za uporabu'. [884,541,1121,564]
paragraph: Besuchen Sie zum Kauf des AquaClean Filters www.saeco.com/aquaclean, oder wenden Sie sich an Ihren Saeco Händler oder ein autorisiertes Service-Center. [343,1008,569,1031]
language-header-hrvatski: HRVATSKI [884,183,1121,207]
paragraph: Pour acheter la cartouche filtrante AquaClean, visitez le site Web www.saeco.com/aquaclean, rendez-vous chez votre revendeur Saeco ou dans un Centre Service Agréé. [884,110,1116,134]
paragraph: To buy the AquaClean filter, visit www.saeco.com/aquaclean, go to your Saeco dealer or go to an authorised service centre. [72,706,303,722]
list-item: - „AquaClean“ filtras skirtas naudoti tik apdorotam vandeniui iš komunalinių tinklų (kuris yra nuolat kontroliuojamas ir saugus gerti pagal vietos teisinius reikalavimus) ir vandeniui iš privačių šaltinių, patvirtintų kaip saugūs gerti. Jei gaunamas pareigūnų nurodymas, kad komunaliniais tinklais tiekiamas vanduo turi būti virinamas, filtruotą vandenį taip pat būtina virinti. Kai nurodymas virinti vandenį nustoja galioti, visą kavos mašiną būtina išvalyti ir įdėti naują kasetę. [1155,1030,1392,1084]
list-item: - Se prevedete di non utilizzare la macchina per caffè per un periodo di tempo prolungato (ad esempio quando siete in vacanza), vi raccomandiamo di procedere come descritto nel capitolo „Preparazione per l'uso“. [884,1327,1121,1358]
list-item: - Hügieenilistel kaalutlustel läbib AquaClean filtri materjal eritöötlemise hõbedaga. Väike kogus hõbedat, mis on tervisele kahjutu, võib sattuda filtreeritud vette. See on kooskõlas Maailma Terviseorganisatsiooni (WHO) soovitustega joogiveele. [343,1269,580,1300]
paragraph: Az AquaClean szűrő szűrt vizet biztosít a kávéfőző védelme és a kávé intenzív ízének és aromájának biztosítása érdekében. [1426,110,1657,126]
paragraph: Vahetage AquaClean filter välja vähemalt iga 3 kuu järel või kui masin seda nõuab. [614,121,835,137]
step-item: 4 Napunite spremnik za vodu svježom čistom vodom i vratite ga nazad u stroj (sl. 4). [884,649,1121,664]
section-heading: Garantija un atbalsts [1155,889,1235,899]
step-item: 3 Remove the water tank from the machine and insert the filter vertically onto the filter connection (Fig. 3). Press it down until it cannot move further. [72,505,309,527]
